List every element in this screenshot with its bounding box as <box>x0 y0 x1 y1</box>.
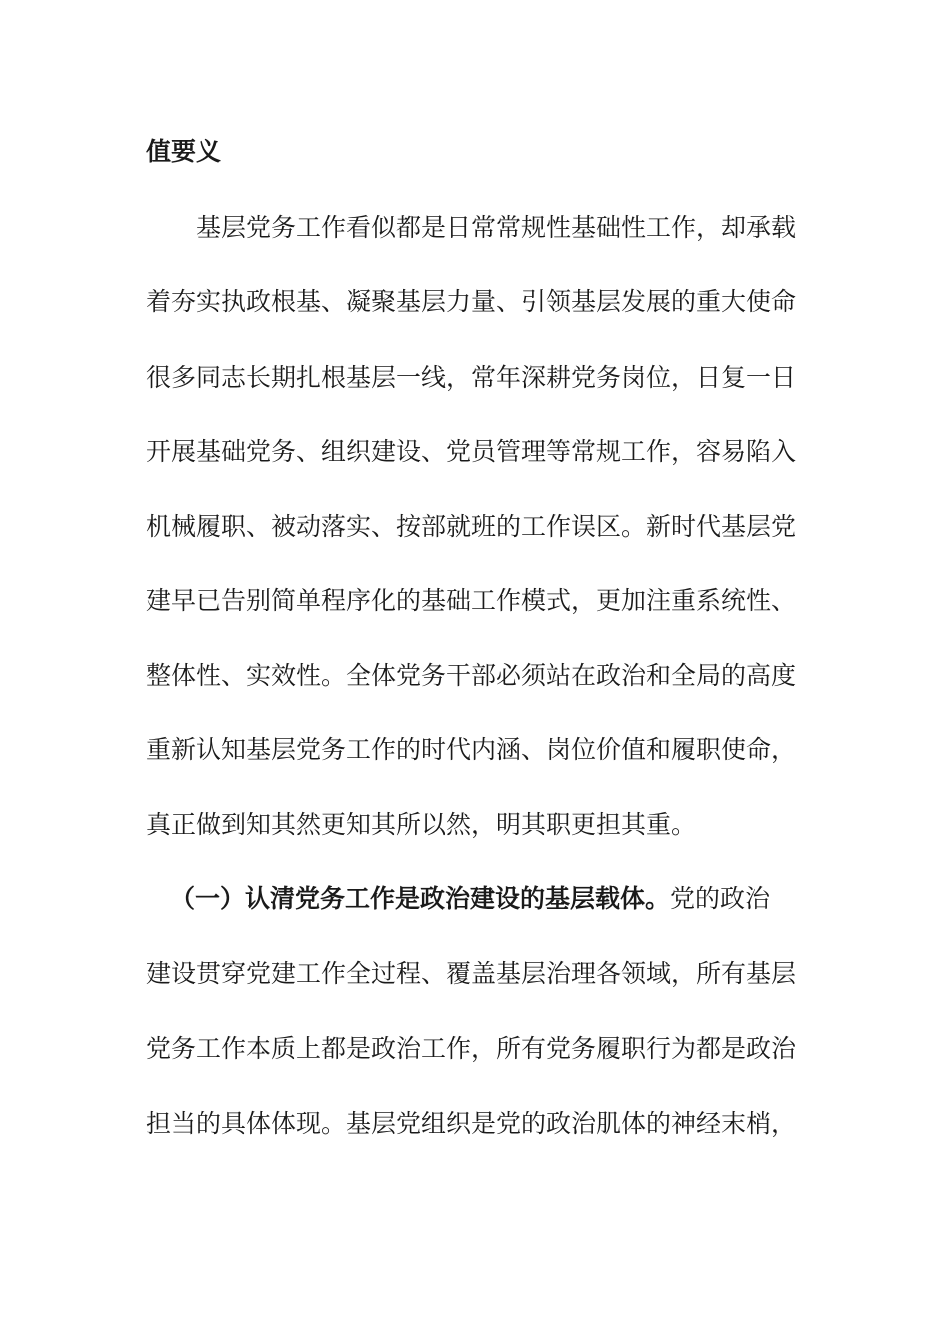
paragraph-line: 机械履职、被动落实、按部就班的工作误区。新时代基层党 <box>146 512 797 541</box>
subsection-first-line <box>170 883 840 915</box>
paragraph-line: 建设贯穿党建工作全过程、覆盖基层治理各领域，所有基层 <box>146 959 797 988</box>
paragraph-line: 建早已告别简单程序化的基础工作模式，更加注重系统性、 <box>146 586 797 615</box>
paragraph-line: 重新认知基层党务工作的时代内涵、岗位价值和履职使命， <box>146 735 797 764</box>
paragraph-line: 真正做到知其然更知其所以然，明其职更担其重。 <box>146 810 697 839</box>
paragraph-line: 开展基础党务、组织建设、党员管理等常规工作，容易陷入 <box>146 437 797 466</box>
paragraph-line: 着夯实执政根基、凝聚基层力量、引领基层发展的重大使命 <box>146 287 797 316</box>
subsection-heading: （一）认清党务工作是政治建设的基层载体。 <box>170 884 671 913</box>
paragraph-line: 很多同志长期扎根基层一线，常年深耕党务岗位，日复一日 <box>146 363 797 392</box>
paragraph-line: 党务工作本质上都是政治工作，所有党务履职行为都是政治 <box>146 1034 797 1063</box>
paragraph-line: 担当的具体体现。基层党组织是党的政治肌体的神经末梢， <box>146 1109 797 1138</box>
paragraph-line: 基层党务工作看似都是日常常规性基础性工作，却承载 <box>196 213 797 242</box>
subsection-lead-text: 党的政治 <box>670 884 771 913</box>
paragraph-line: 整体性、实效性。全体党务干部必须站在政治和全局的高度 <box>146 661 797 690</box>
section-heading-fragment: 值要义 <box>146 137 222 166</box>
